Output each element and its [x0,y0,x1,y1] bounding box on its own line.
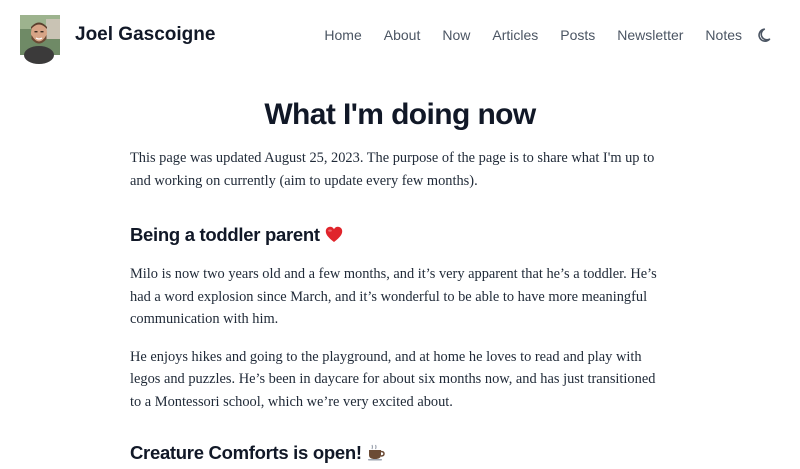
nav-about[interactable]: About [383,27,421,43]
section-heading-creature-comforts-text: Creature Comforts is open! [130,442,362,463]
section-paragraph: He enjoys hikes and going to the playground, and at home he loves to read and play with legos and puzzles. He’s been in daycare for about six months now, and has just transitioned to a Montessori school, which we’re very excited about. [130,348,656,410]
main-content [130,90,670,469]
section-heading-creature-comforts [130,439,670,469]
nav-posts[interactable]: Posts [560,27,596,43]
avatar-photo-icon [20,15,60,55]
site-header [0,0,800,70]
coffee-emoji-icon [367,441,385,469]
page-title: What I'm doing now [264,98,536,131]
nav-now[interactable]: Now [442,27,471,43]
site-name-link[interactable]: Joel Gascoigne [75,24,216,45]
section-heading-toddler [130,221,670,251]
nav-articles[interactable]: Articles [492,27,539,43]
moon-icon [758,27,774,43]
theme-toggle-button[interactable] [758,27,774,43]
intro-paragraph: This page was updated August 25, 2023. The purpose of the page is to share what I'm up to and working on currently (aim to update every few months). [130,150,655,189]
section-heading-toddler-text: Being a toddler parent [130,224,320,245]
heart-emoji-icon [325,223,343,251]
nav-newsletter[interactable]: Newsletter [617,27,684,43]
section-paragraph: Milo is now two years old and a few months, and it’s very apparent that he’s a toddler. He’s had a word explosion since March, and it’s wonderful to be able to have more meaningful communication with him. [130,266,657,327]
main-nav [302,25,742,45]
nav-notes[interactable]: Notes [705,27,742,43]
nav-home[interactable]: Home [324,27,362,43]
avatar[interactable] [20,15,60,55]
